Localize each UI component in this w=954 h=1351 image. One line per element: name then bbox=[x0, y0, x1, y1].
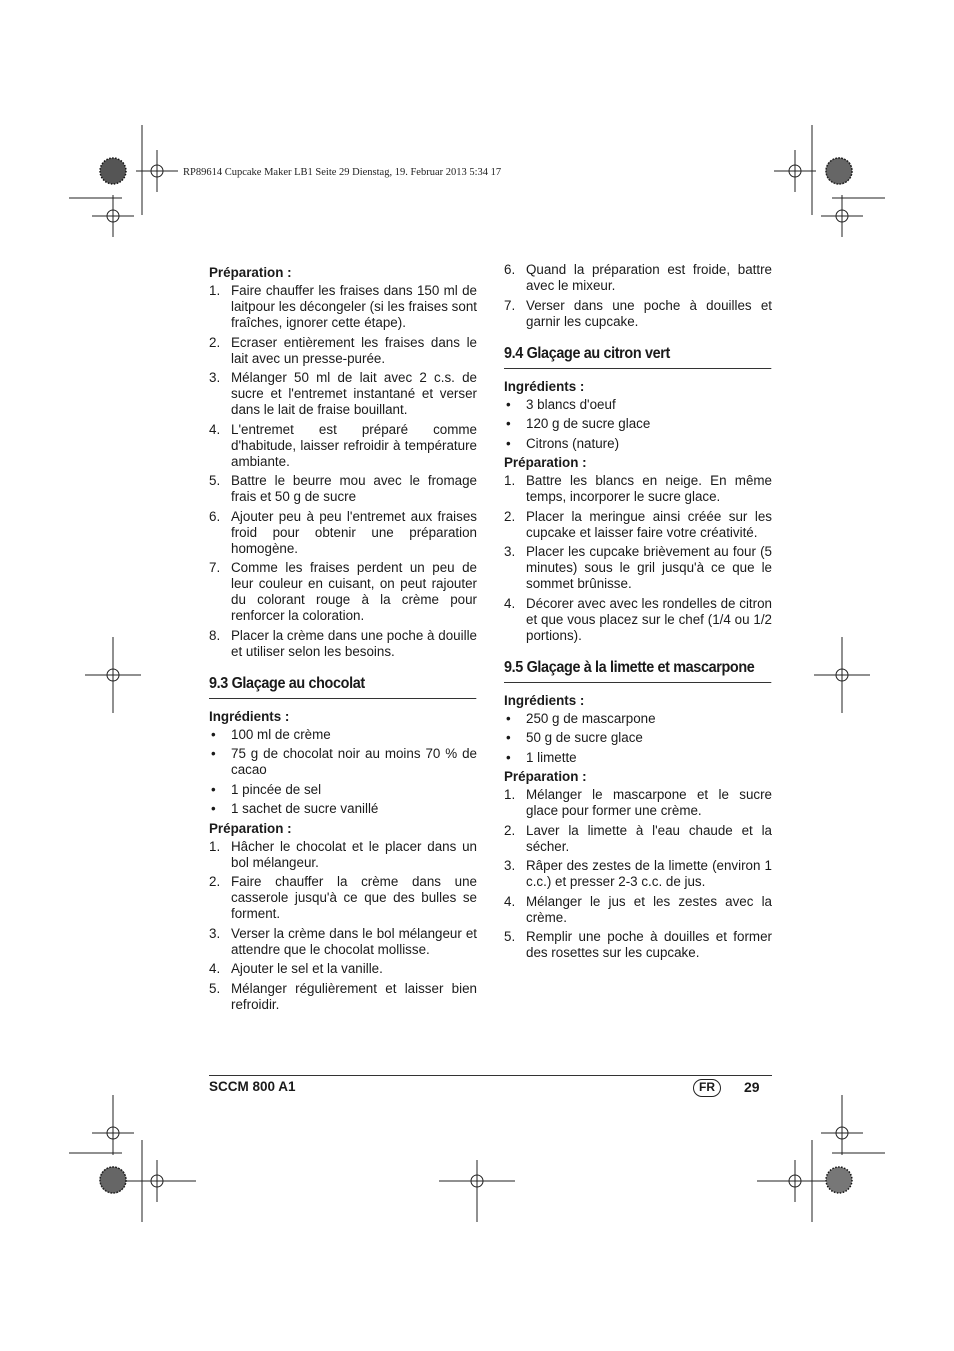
list-item: 4. Décorer avec avec les rondelles de citron et que vous placez sur le chef (1/4 ou 1/2 portions). bbox=[504, 595, 772, 643]
print-header: RP89614 Cupcake Maker LB1 Seite 29 Dienstag, 19. Februar 2013 5:34 17 bbox=[183, 167, 502, 178]
list-item: • 1 sachet de sucre vanillé bbox=[211, 801, 379, 816]
crosshair-mark-tr bbox=[774, 150, 816, 192]
preparation-label: Préparation : bbox=[504, 455, 587, 470]
list-item: • Citrons (nature) bbox=[506, 435, 620, 451]
list-item: • 120 g de sucre glace bbox=[506, 416, 651, 431]
list-item: 2. Faire chauffer la crème dans une casserole jusqu'à ce que des bulles se forment. bbox=[209, 874, 477, 921]
crosshair-mark-r2 bbox=[814, 637, 870, 713]
list-item: 3. Râper des zestes de la limette (environ 1 c.c.) et presser 2-3 c.c. de jus. bbox=[504, 858, 772, 889]
density-target-tl bbox=[100, 158, 126, 184]
density-target-bl bbox=[100, 1167, 126, 1193]
crosshair-mark-br bbox=[757, 1160, 833, 1202]
crosshair-mark-l1 bbox=[92, 195, 134, 237]
preparation-label: Préparation : bbox=[209, 265, 292, 280]
crosshair-mark-bl bbox=[120, 1160, 196, 1202]
preparation-label: Préparation : bbox=[209, 820, 292, 836]
right-column bbox=[504, 262, 772, 965]
ingredients-list-lime bbox=[504, 397, 772, 452]
list-item: 7. Comme les fraises perdent un peu de leur couleur en cuisant, on peut rajouter du colorant rouge à la crème pour renforcer la coloration. bbox=[209, 560, 477, 623]
list-item: 6. Quand la préparation est froide, battre avec le mixeur. bbox=[504, 262, 772, 293]
preparation-steps-mascarpone bbox=[504, 787, 772, 961]
list-item: 1. Mélanger le mascarpone et le sucre glace pour former une crème. bbox=[504, 787, 772, 818]
preparation-steps-continued bbox=[504, 262, 772, 330]
list-item: 3. Mélanger 50 ml de lait avec 2 c.s. de sucre et l'entremet instantané et verser dans le lait de fraise bouillant. bbox=[209, 370, 477, 417]
crosshair-mark-bc bbox=[439, 1160, 515, 1222]
crosshair-mark-r3 bbox=[821, 1095, 863, 1155]
list-item: • 1 limette bbox=[506, 749, 577, 765]
language-badge: FR bbox=[693, 1079, 721, 1097]
ingredients-list-mascarpone bbox=[504, 711, 772, 766]
page-number: 29 bbox=[744, 1079, 760, 1095]
list-item: • 250 g de mascarpone bbox=[506, 710, 656, 726]
list-item: 2. Ecraser entièrement les fraises dans le lait avec un presse-purée. bbox=[209, 334, 477, 366]
list-item: 5. Remplir une poche à douilles et former des rosettes sur les cupcake. bbox=[504, 929, 772, 960]
list-item: 1. Hâcher le chocolat et le placer dans un bol mélangeur. bbox=[209, 838, 477, 870]
footer-divider bbox=[209, 1075, 772, 1076]
list-item: 4. L'entremet est préparé comme d'habitude, laisser refroidir à température ambiante. bbox=[209, 421, 477, 469]
crosshair-mark-r1 bbox=[821, 195, 863, 237]
crosshair-mark-l2 bbox=[85, 637, 141, 713]
density-target-tr bbox=[826, 158, 852, 184]
preparation-steps-chocolate bbox=[209, 839, 477, 1013]
ingredients-label: Ingrédients : bbox=[504, 378, 585, 394]
list-item: 1. Battre les blancs en neige. En même temps, incorporer le sucre glace. bbox=[504, 473, 772, 504]
ingredients-list-chocolate bbox=[209, 727, 477, 818]
list-item: 3. Verser la crème dans le bol mélangeur et attendre que le chocolat mollisse. bbox=[209, 925, 477, 957]
list-item: • 50 g de sucre glace bbox=[506, 730, 643, 745]
list-item: 5. Battre le beurre mou avec le fromage frais et 50 g de sucre bbox=[209, 473, 477, 504]
section-heading-9-5: 9.5 Glaçage à la limette et mascarpone bbox=[504, 660, 772, 683]
preparation-label: Préparation : bbox=[504, 769, 587, 784]
list-item: • 100 ml de crème bbox=[211, 726, 331, 742]
list-item: • 75 g de chocolat noir au moins 70 % de cacao bbox=[211, 746, 477, 777]
list-item: 3. Placer les cupcake brièvement au four (5 minutes) sous le gril jusqu'à ce que le sommet brûnisse. bbox=[504, 544, 772, 591]
list-item: 6. Ajouter peu à peu l'entremet aux fraises froid pour obtenir une préparation homogène. bbox=[209, 508, 477, 556]
footer-model-number: SCCM 800 A1 bbox=[209, 1079, 296, 1094]
section-heading-9-3: 9.3 Glaçage au chocolat bbox=[209, 676, 477, 699]
list-item: 4. Mélanger le jus et les zestes avec la crème. bbox=[504, 893, 772, 925]
list-item: • 1 pincée de sel bbox=[211, 781, 322, 797]
ingredients-label: Ingrédients : bbox=[504, 692, 585, 708]
preparation-steps-lime bbox=[504, 473, 772, 644]
list-item: 8. Placer la crème dans une poche à douille et utiliser selon les besoins. bbox=[209, 627, 477, 659]
list-item: • 3 blancs d'oeuf bbox=[506, 396, 616, 412]
density-target-br bbox=[826, 1167, 852, 1193]
list-item: 7. Verser dans une poche à douilles et garnir les cupcake. bbox=[504, 297, 772, 329]
list-item: 1. Faire chauffer les fraises dans 150 ml de laitpour les décongeler (si les fraises sont fraîches, ignorer cette étape). bbox=[209, 283, 477, 330]
list-item: 4. Ajouter le sel et la vanille. bbox=[209, 961, 383, 976]
crosshair-mark-l3 bbox=[92, 1095, 134, 1155]
list-item: 2. Placer la meringue ainsi créée sur les cupcake et laisser faire votre créativité. bbox=[504, 508, 772, 540]
list-item: 2. Laver la limette à l'eau chaude et la sécher. bbox=[504, 822, 772, 854]
left-column bbox=[209, 262, 477, 1016]
preparation-steps-strawberry bbox=[209, 283, 477, 660]
list-item: 5. Mélanger régulièrement et laisser bien refroidir. bbox=[209, 980, 477, 1012]
section-heading-9-4: 9.4 Glaçage au citron vert bbox=[504, 346, 772, 369]
ingredients-label: Ingrédients : bbox=[209, 708, 290, 724]
